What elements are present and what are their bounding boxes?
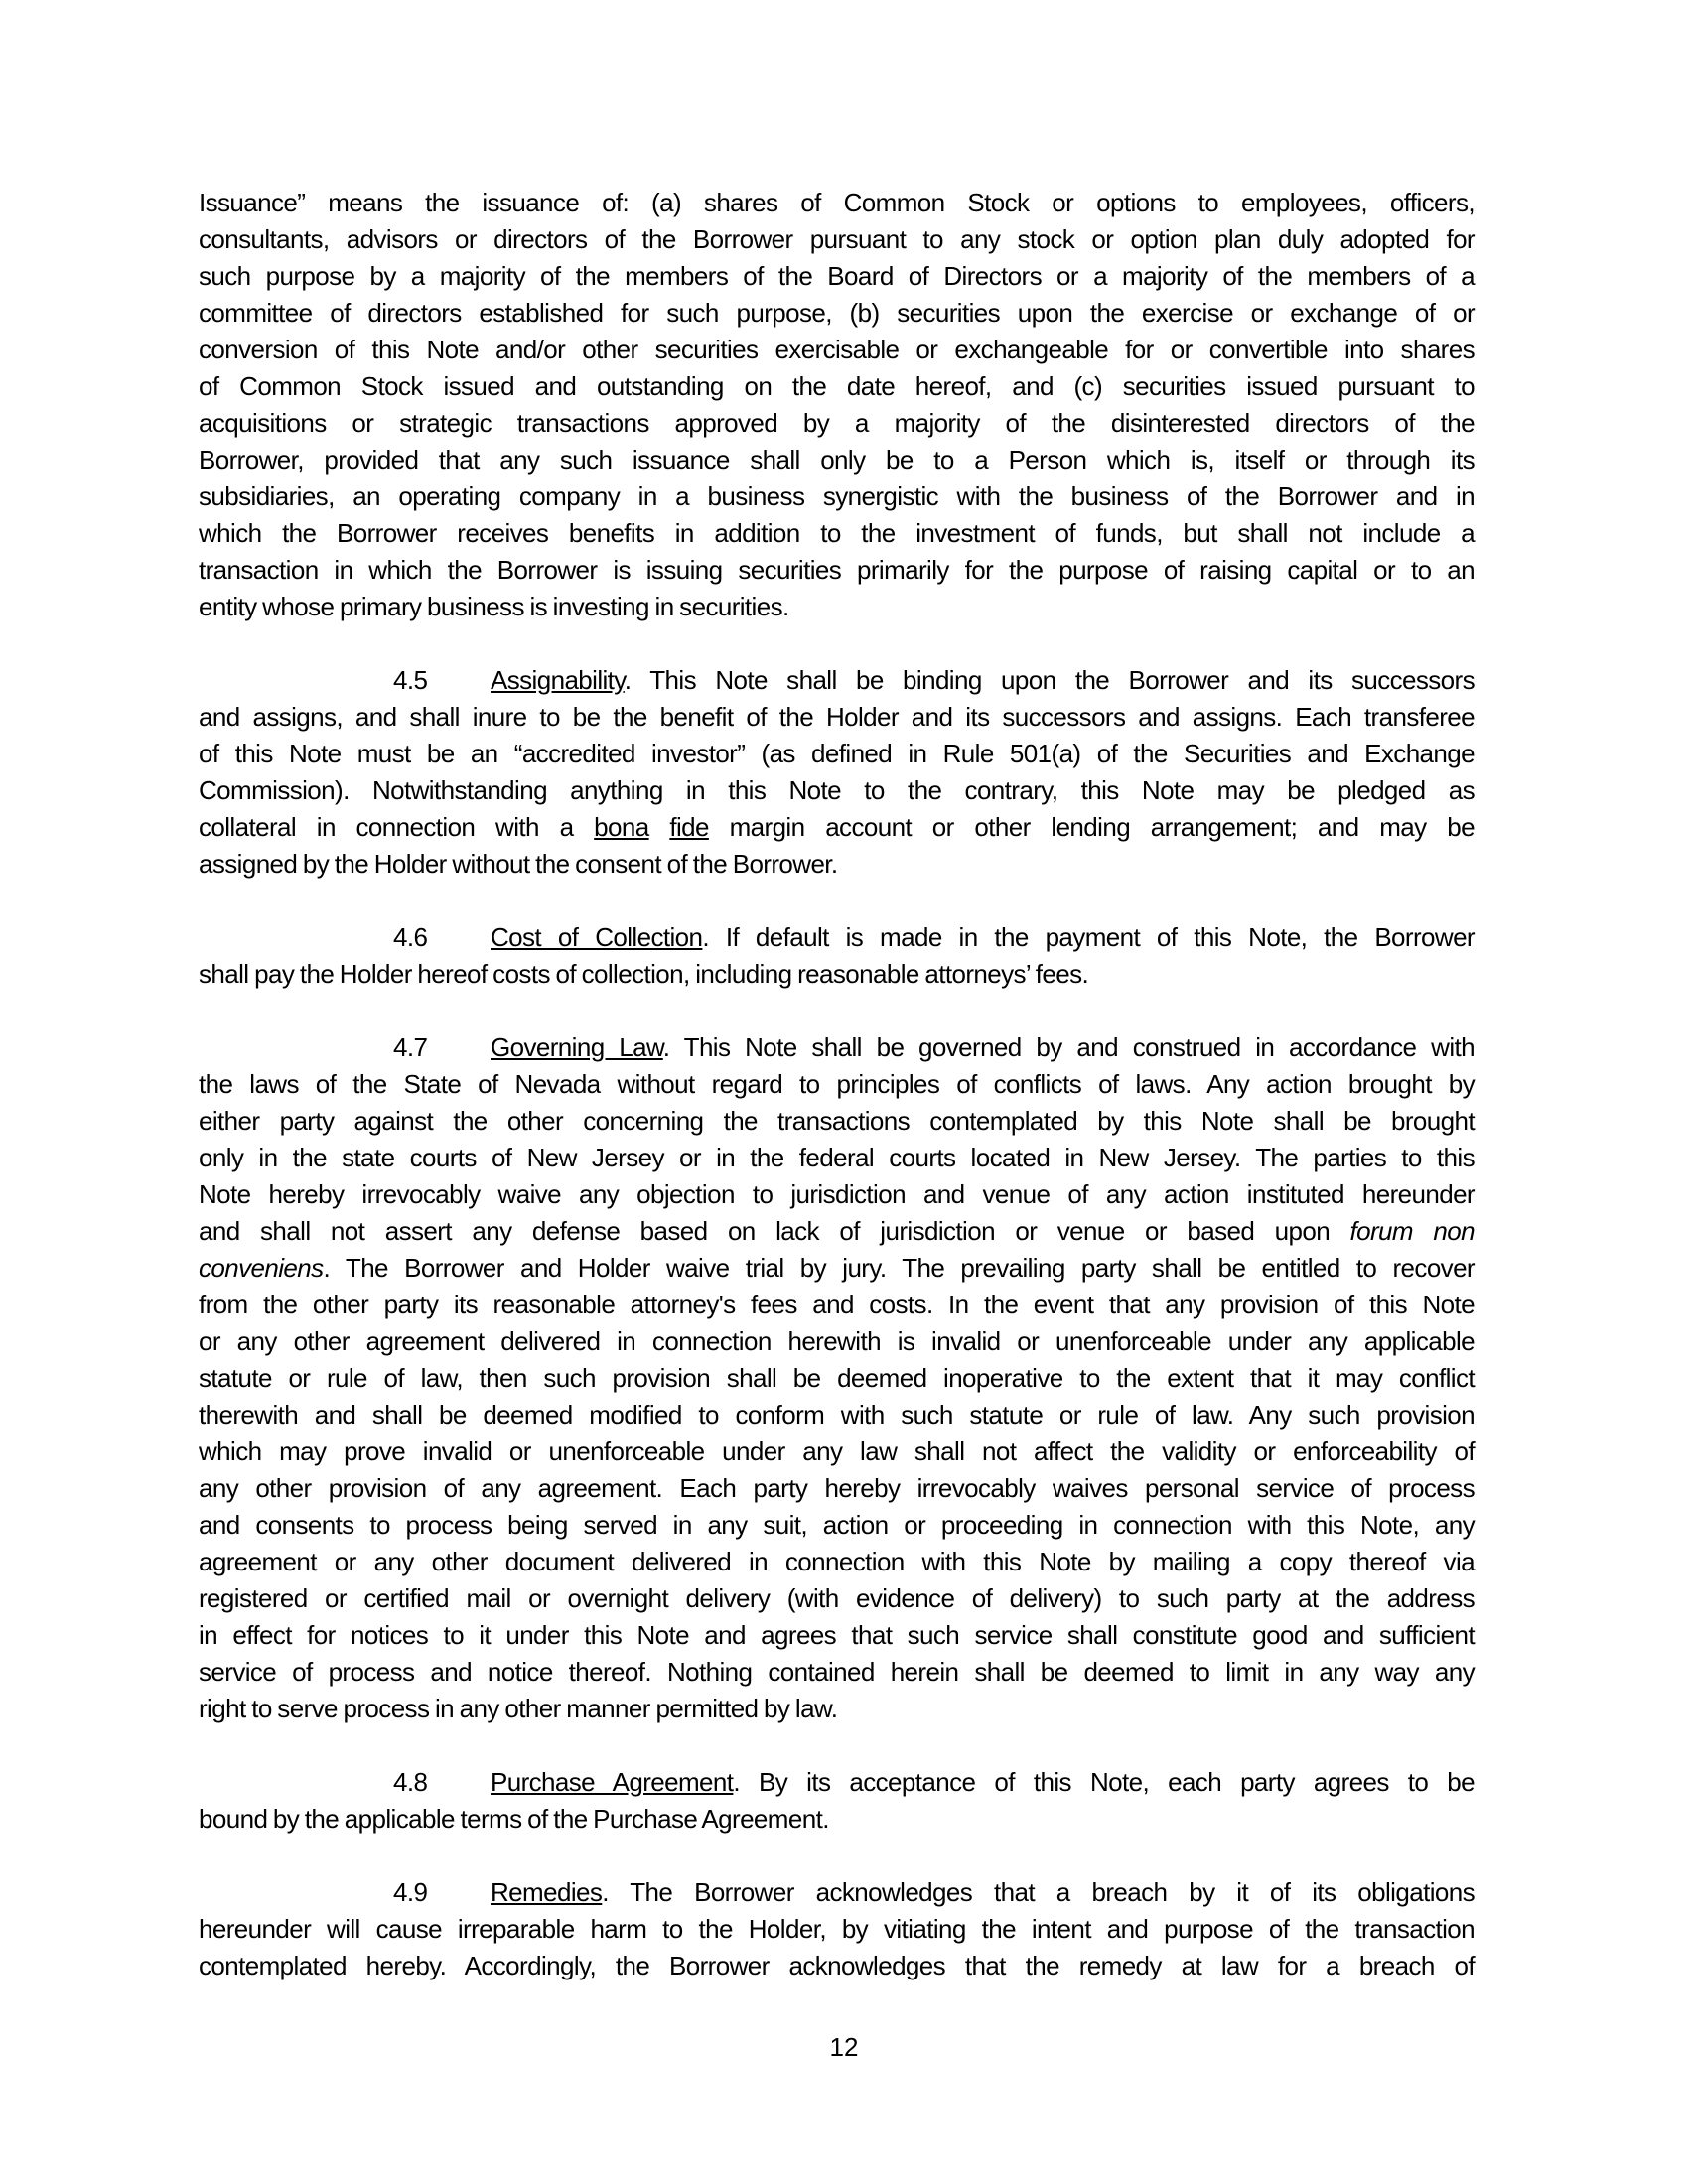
- text-line: of this Note must be an “accredited investor” (as defined in Rule 501(a) of the Securities and Exchange: [199, 739, 1475, 768]
- text-line: Issuance” means the issuance of: (a) shares of Common Stock or options to employees, officers,: [199, 188, 1475, 217]
- text-line: any other provision of any agreement. Each party hereby irrevocably waives personal service of process: [199, 1473, 1475, 1503]
- section-text: . If default is made in the payment of this Note, the Borrower: [702, 922, 1475, 952]
- text-line: which the Borrower receives benefits in addition to the investment of funds, but shall not include a: [199, 518, 1475, 548]
- section-number: 4.8: [393, 1767, 428, 1797]
- text-line: the laws of the State of Nevada without regard to principles of conflicts of laws. Any action brought by: [199, 1069, 1475, 1099]
- text-line: transaction in which the Borrower is issuing securities primarily for the purpose of raising capital or to an: [199, 555, 1475, 585]
- section-first-line: [393, 1029, 1475, 1066]
- text-span: collateral in connection with a: [199, 812, 595, 842]
- text-line: entity whose primary business is investing in securities.: [199, 592, 789, 621]
- text-line: bound by the applicable terms of the Purchase Agreement.: [199, 1804, 829, 1834]
- section-text: . The Borrower acknowledges that a breach by it of its obligations: [602, 1877, 1475, 1907]
- underlined-term-fide: fide: [669, 812, 709, 842]
- text-line: therewith and shall be deemed modified to conform with such statute or rule of law. Any such provision: [199, 1400, 1475, 1430]
- section-first-line: [393, 1764, 1475, 1801]
- section-heading: Remedies: [491, 1877, 603, 1907]
- text-line: assigned by the Holder without the consent of the Borrower.: [199, 849, 838, 879]
- text-span: and shall not assert any defense based on lack of jurisdiction or venue or based upon: [199, 1216, 1350, 1246]
- text-line: subsidiaries, an operating company in a business synergistic with the business of the Borrower and in: [199, 481, 1475, 511]
- text-line: consultants, advisors or directors of the Borrower pursuant to any stock or option plan duly adopted for: [199, 224, 1475, 254]
- text-line: contemplated hereby. Accordingly, the Borrower acknowledges that the remedy at law for a breach of: [199, 1951, 1475, 1980]
- text-line: committee of directors established for such purpose, (b) securities upon the exercise or exchange of or: [199, 298, 1475, 328]
- text-line: or any other agreement delivered in connection herewith is invalid or unenforceable under any applicable: [199, 1326, 1475, 1356]
- text-line: [199, 1213, 1475, 1250]
- text-line: either party against the other concerning the transactions contemplated by this Note shall be brought: [199, 1106, 1475, 1136]
- text-line: registered or certified mail or overnight delivery (with evidence of delivery) to such party at the address: [199, 1583, 1475, 1613]
- underlined-term-bona: bona: [594, 812, 649, 842]
- italic-term-conveniens: conveniens: [199, 1253, 324, 1283]
- text-line: [199, 809, 1475, 846]
- text-line: hereunder will cause irreparable harm to the Holder, by vitiating the intent and purpose of the transaction: [199, 1914, 1475, 1944]
- text-line: from the other party its reasonable attorney's fees and costs. In the event that any provision of this Note: [199, 1290, 1475, 1319]
- section-heading: Governing Law: [491, 1032, 663, 1062]
- text-line: in effect for notices to it under this Note and agrees that such service shall constitute good and sufficient: [199, 1620, 1475, 1650]
- text-line: acquisitions or strategic transactions approved by a majority of the disinterested directors of the: [199, 408, 1475, 438]
- section-heading: Cost of Collection: [491, 922, 703, 952]
- text-line: service of process and notice thereof. Nothing contained herein shall be deemed to limit in any way any: [199, 1657, 1475, 1687]
- page-number: 12: [829, 2032, 859, 2062]
- section-text: . This Note shall be binding upon the Borrower and its successors: [624, 665, 1475, 695]
- text-line: and assigns, and shall inure to be the benefit of the Holder and its successors and assigns. Each transferee: [199, 702, 1475, 732]
- italic-term-forum-non: forum non: [1349, 1216, 1475, 1246]
- section-number: 4.6: [393, 922, 428, 952]
- section-number: 4.5: [393, 665, 428, 695]
- section-number: 4.9: [393, 1877, 428, 1907]
- section-first-line: [393, 662, 1475, 699]
- section-number: 4.7: [393, 1032, 428, 1062]
- section-text: . By its acceptance of this Note, each party agrees to be: [733, 1767, 1475, 1797]
- text-line: Commission). Notwithstanding anything in this Note to the contrary, this Note may be pledged as: [199, 775, 1475, 805]
- section-heading: Purchase Agreement: [491, 1767, 734, 1797]
- text-line: agreement or any other document delivered in connection with this Note by mailing a copy thereof via: [199, 1547, 1475, 1576]
- space: [649, 812, 670, 842]
- text-line: conversion of this Note and/or other securities exercisable or exchangeable for or convertible into shares: [199, 335, 1475, 364]
- text-line: Borrower, provided that any such issuance shall only be to a Person which is, itself or through its: [199, 445, 1475, 475]
- text-line: only in the state courts of New Jersey or in the federal courts located in New Jersey. The parties to this: [199, 1143, 1475, 1172]
- text-line: which may prove invalid or unenforceable under any law shall not affect the validity or enforceability of: [199, 1436, 1475, 1466]
- section-first-line: [393, 1874, 1475, 1911]
- text-line: of Common Stock issued and outstanding on the date hereof, and (c) securities issued pursuant to: [199, 371, 1475, 401]
- text-line: shall pay the Holder hereof costs of collection, including reasonable attorneys’ fees.: [199, 959, 1089, 989]
- section-first-line: [393, 919, 1475, 956]
- text-line: [199, 1250, 1475, 1287]
- text-line: statute or rule of law, then such provision shall be deemed inoperative to the extent that it may conflict: [199, 1363, 1475, 1393]
- section-text: . This Note shall be governed by and construed in accordance with: [662, 1032, 1475, 1062]
- text-line: and consents to process being served in any suit, action or proceeding in connection with this Note, any: [199, 1510, 1475, 1540]
- text-line: Note hereby irrevocably waive any objection to jurisdiction and venue of any action instituted hereunder: [199, 1179, 1475, 1209]
- section-heading: Assignability: [491, 665, 625, 695]
- text-span: . The Borrower and Holder waive trial by jury. The prevailing party shall be entitled to recover: [323, 1253, 1475, 1283]
- text-line: such purpose by a majority of the members of the Board of Directors or a majority of the members of a: [199, 261, 1475, 291]
- text-line: right to serve process in any other manner permitted by law.: [199, 1694, 838, 1723]
- text-span: margin account or other lending arrangement; and may be: [708, 812, 1475, 842]
